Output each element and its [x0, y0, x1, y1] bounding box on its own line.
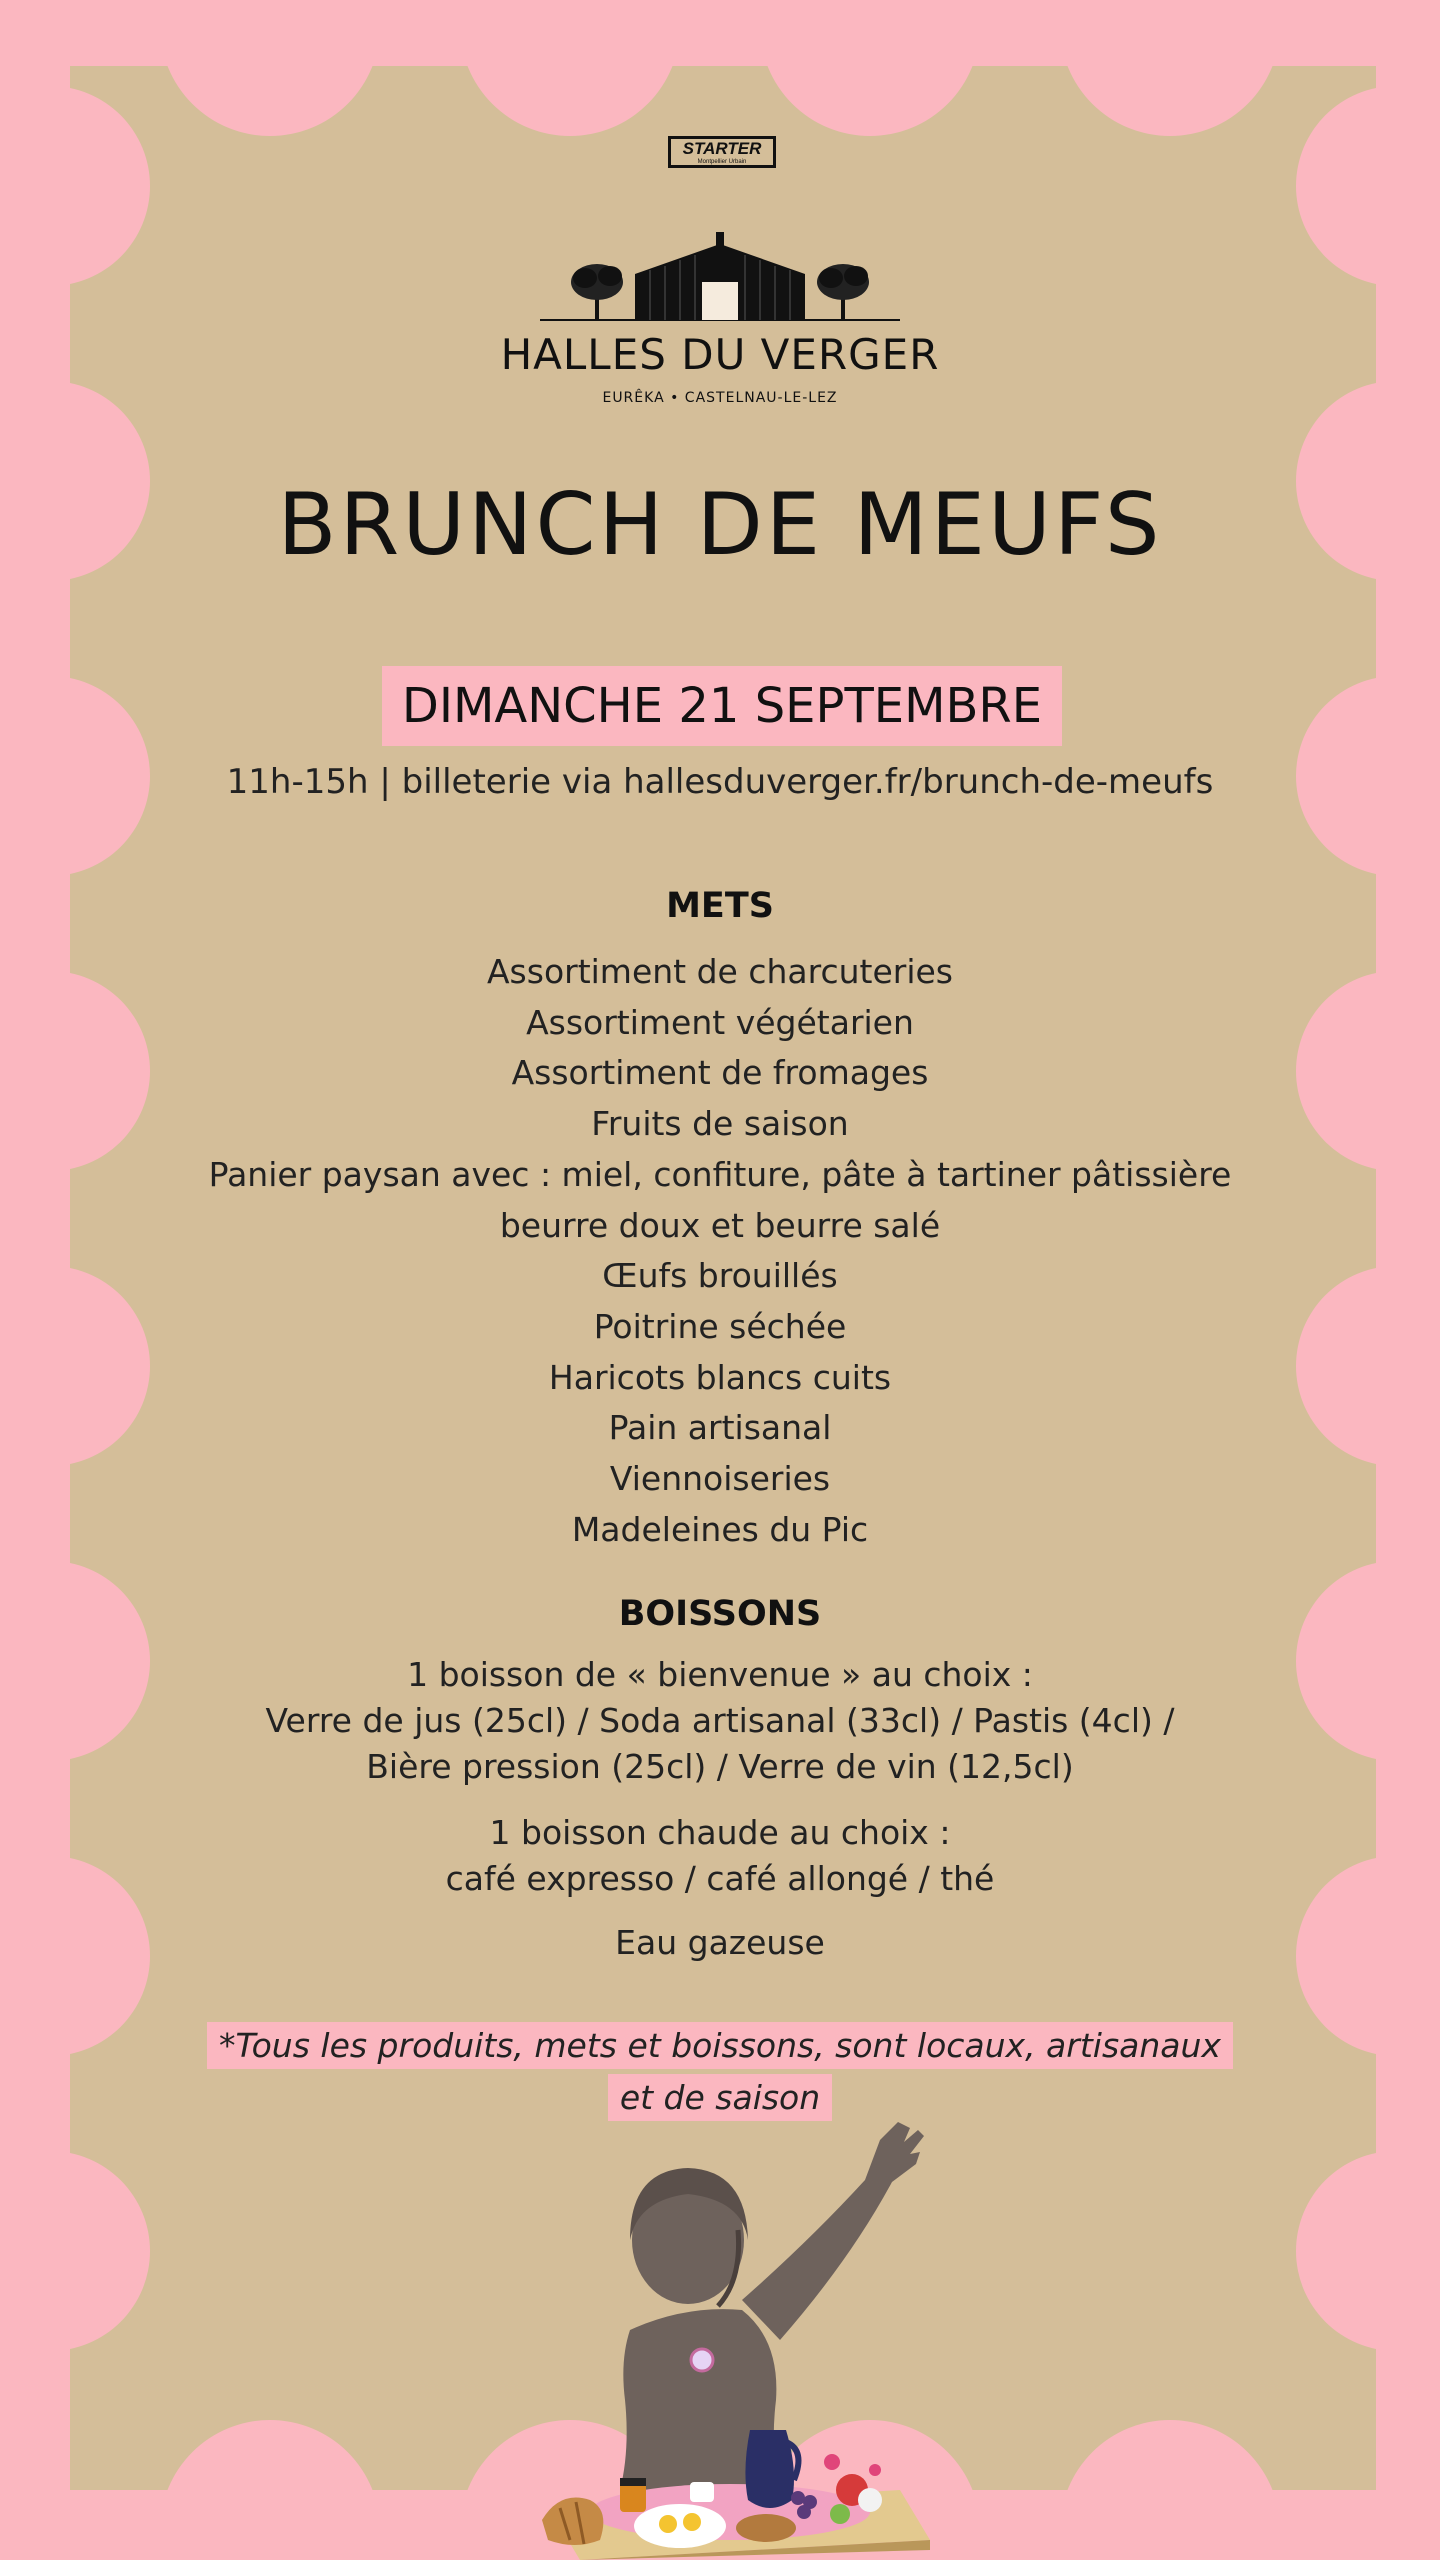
scallop-decoration [160, 66, 380, 136]
event-date: DIMANCHE 21 SEPTEMBRE [401, 678, 1043, 734]
hot-drink-line: 1 boisson chaude au choix : [489, 1813, 951, 1852]
menu-item: Poitrine séchée [593, 1306, 847, 1346]
drinks-heading: BOISSONS [618, 1594, 822, 1634]
footnote-line: et de saison [608, 2074, 832, 2121]
scallop-decoration [70, 86, 150, 286]
starter-logo-subtext: Montpellier Urbain [697, 159, 747, 165]
menu-item: Madeleines du Pic [571, 1509, 869, 1549]
menu-item: Assortiment de charcuteries [486, 952, 953, 991]
welcome-drink [80, 1652, 1360, 1790]
welcome-drink-line: Bière pression (25cl) / Verre de vin (12,5cl) [366, 1747, 1074, 1786]
starter-logo [668, 136, 776, 168]
scallop-decoration [460, 66, 680, 136]
scallop-decoration [760, 66, 980, 136]
menu-list [80, 947, 1360, 1555]
menu-item: Fruits de saison [591, 1104, 849, 1144]
event-date-badge [382, 666, 1062, 746]
menu-item: Panier paysan avec : miel, confiture, pâte à tartiner pâtissière [208, 1154, 1232, 1194]
hot-drink-line: café expresso / café allongé / thé [445, 1859, 995, 1898]
menu-item: beurre doux et beurre salé [499, 1205, 941, 1245]
water: Eau gazeuse [615, 1923, 825, 1962]
scallop-decoration [1060, 66, 1280, 136]
menu-item: Assortiment végétarien [526, 1002, 914, 1042]
barn-with-trees-icon [540, 226, 900, 326]
menu-item: Œufs brouillés [602, 1256, 838, 1296]
welcome-drink-line: 1 boisson de « bienvenue » au choix : [407, 1655, 1033, 1694]
brand-name: HALLES DU VERGER [500, 330, 940, 379]
menu-heading: METS [666, 886, 774, 926]
scallop-decoration [1060, 2420, 1280, 2490]
woman-raising-hand-with-brunch-board-icon [480, 2070, 980, 2560]
welcome-drink-line: Verre de jus (25cl) / Soda artisanal (33cl) / Pastis (4cl) / [265, 1701, 1175, 1740]
event-title: BRUNCH DE MEUFS [277, 475, 1163, 575]
starter-logo-text: STARTER [682, 139, 762, 158]
menu-item: Pain artisanal [608, 1408, 832, 1448]
menu-item: Haricots blancs cuits [548, 1357, 892, 1397]
scallop-decoration [1296, 2151, 1376, 2351]
brand-location: EURÊKA • CASTELNAU-LE-LEZ [602, 390, 838, 406]
event-info: 11h-15h | billeterie via hallesduverger.fr/brunch-de-meufs [226, 762, 1214, 802]
scallop-decoration [70, 2151, 150, 2351]
footnote-line: *Tous les produits, mets et boissons, sont locaux, artisanaux [207, 2022, 1233, 2069]
scallop-decoration [1296, 86, 1376, 286]
scallop-decoration [160, 2420, 380, 2490]
menu-item: Viennoiseries [609, 1459, 831, 1499]
hot-drink [80, 1810, 1360, 1902]
menu-item: Assortiment de fromages [511, 1053, 929, 1093]
